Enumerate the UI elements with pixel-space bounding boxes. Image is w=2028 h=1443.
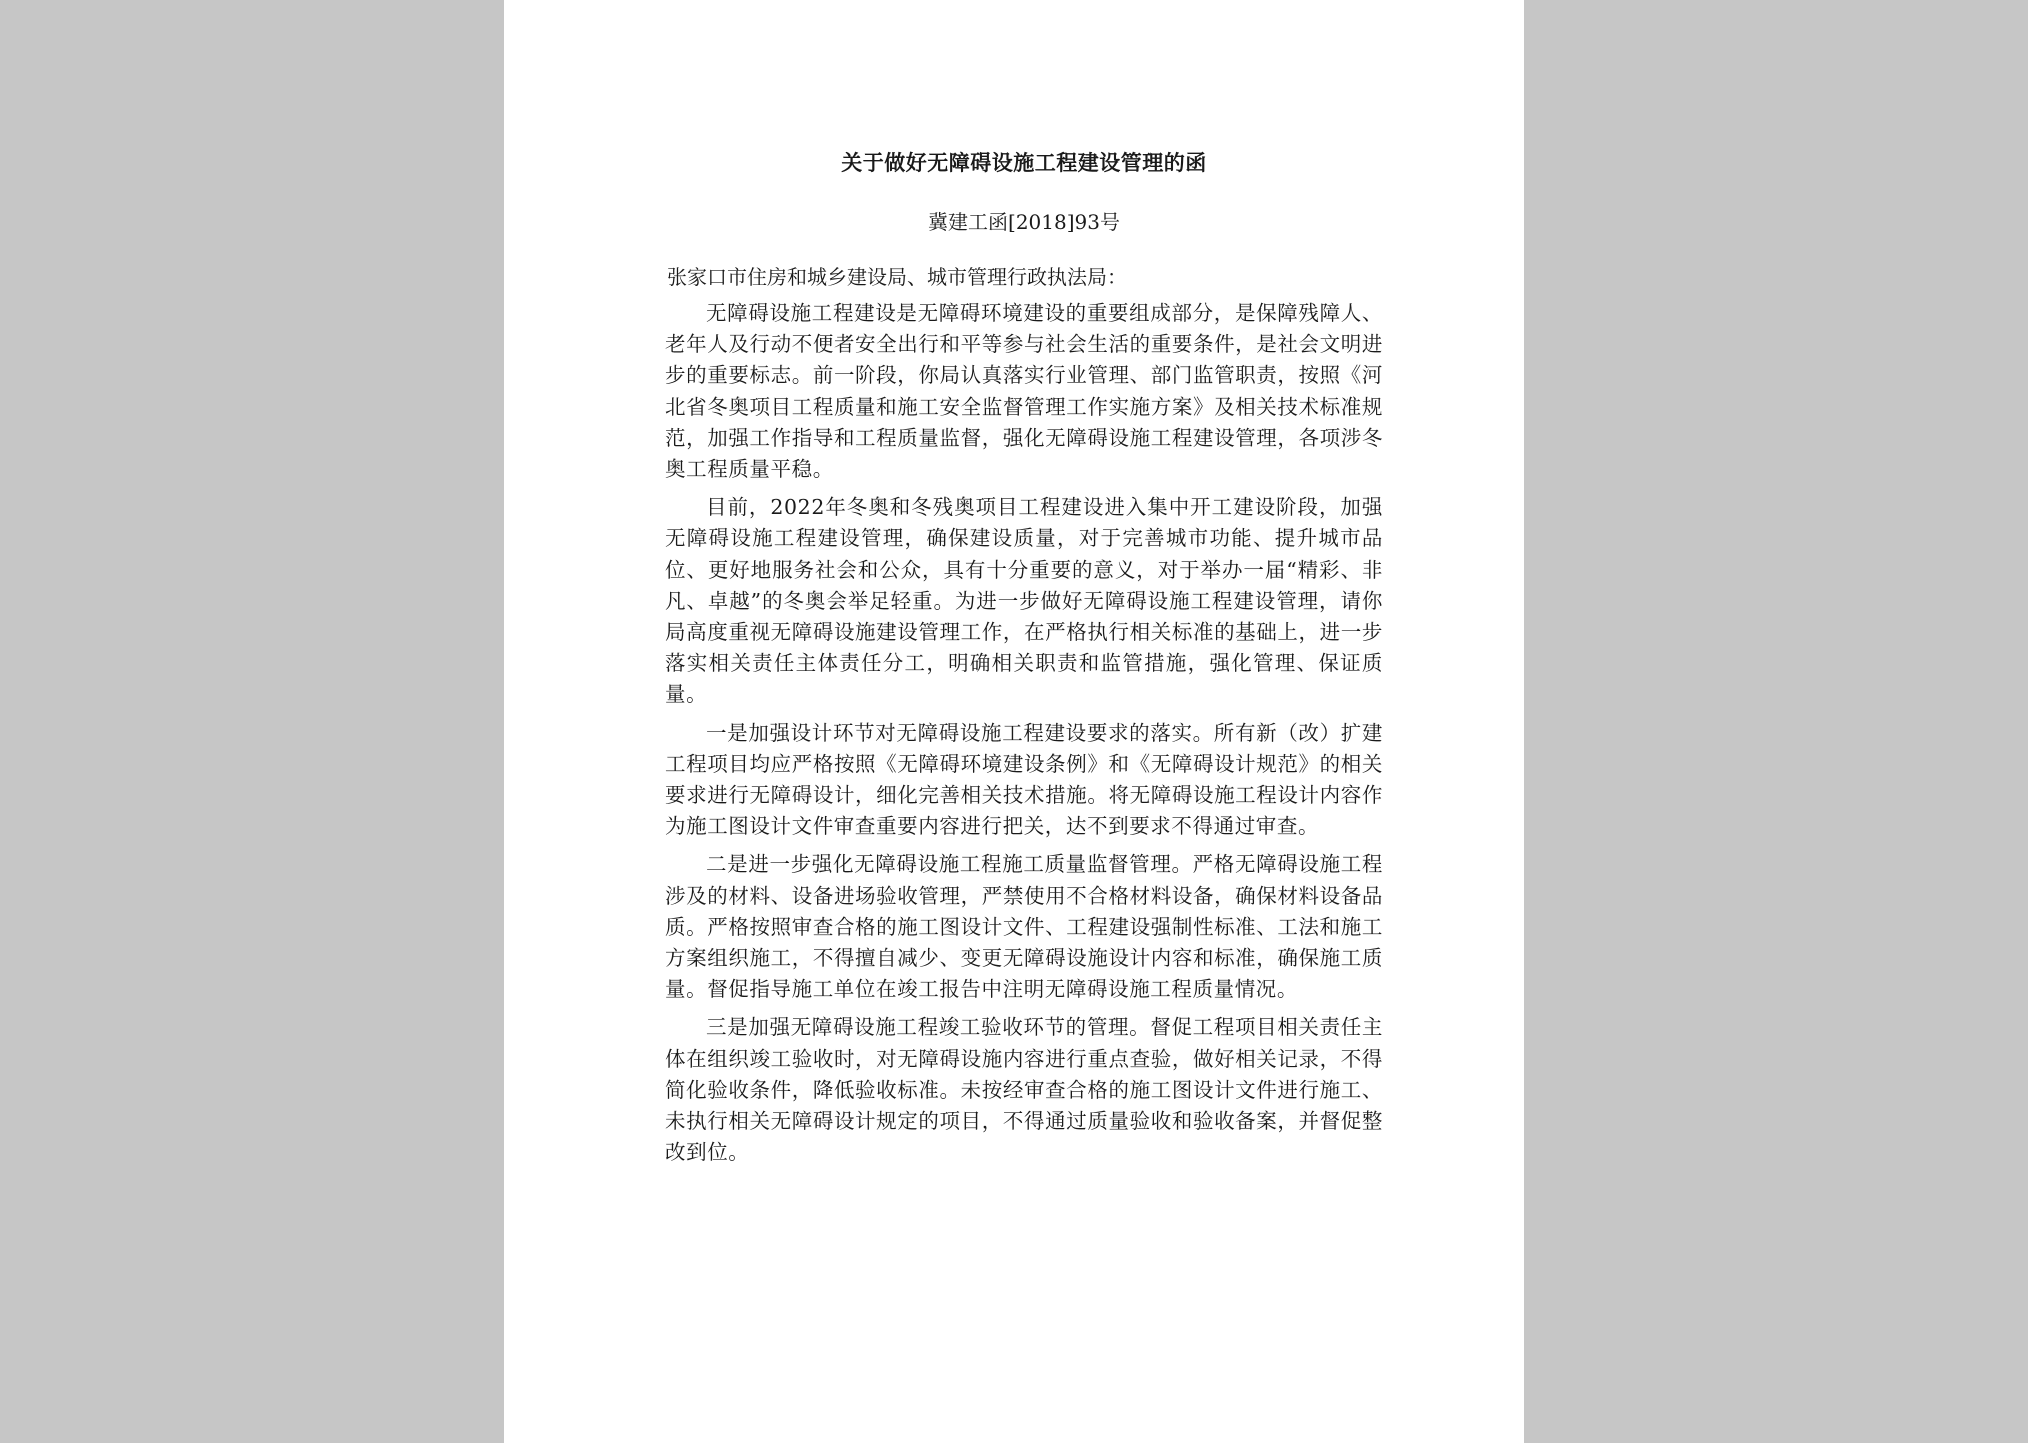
paragraph-intro: 无障碍设施工程建设是无障碍环境建设的重要组成部分，是保障残障人、老年人及行动不便者安全出行和平等参与社会生活的重要条件，是社会文明进步的重要标志。前一阶段，你局认真落实行业管理、部门监管职责，按照《河北省冬奥项目工程质量和施工安全监督管理工作实施方案》及相关技术标准规范，加强工作指导和工程质量监督，强化无障碍设施工程建设管理，各项涉冬奥工程质量平稳。 (665, 301, 1383, 482)
salutation: 张家口市住房和城乡建设局、城市管理行政执法局： (667, 265, 1127, 289)
document-title: 关于做好无障碍设施工程建设管理的函 (841, 150, 1207, 175)
paragraph-current-stage: 目前，2022年冬奥和冬残奥项目工程建设进入集中开工建设阶段，加强无障碍设施工程建设管理，确保建设质量，对于完善城市功能、提升城市品位、更好地服务社会和公众，具有十分重要的意义，对于举办一届“精彩、非凡、卓越”的冬奥会举足轻重。为进一步做好无障碍设施工程建设管理，请你局高度重视无障碍设施建设管理工作，在严格执行相关标准的基础上，进一步落实相关责任主体责任分工，明确相关职责和监管措施，强化管理、保证质量。 (665, 495, 1383, 707)
paragraph-design-requirements: 一是加强设计环节对无障碍设施工程建设要求的落实。所有新（改）扩建工程项目均应严格按照《无障碍环境建设条例》和《无障碍设计规范》的相关要求进行无障碍设计，细化完善相关技术措施。将无障碍设施工程设计内容作为施工图设计文件审查重要内容进行把关，达不到要求不得通过审查。 (665, 720, 1383, 839)
paragraph-construction-supervision: 二是进一步强化无障碍设施工程施工质量监督管理。严格无障碍设施工程涉及的材料、设备进场验收管理，严禁使用不合格材料设备，确保材料设备品质。严格按照审查合格的施工图设计文件、工程建设强制性标准、工法和施工方案组织施工，不得擅自减少、变更无障碍设施设计内容和标准，确保施工质量。督促指导施工单位在竣工报告中注明无障碍设施工程质量情况。 (665, 852, 1383, 1002)
document-number: 冀建工函[2018]93号 (928, 210, 1120, 234)
document-page (504, 0, 1524, 1443)
page-content (665, 146, 1383, 1168)
paragraph-acceptance-management: 三是加强无障碍设施工程竣工验收环节的管理。督促工程项目相关责任主体在组织竣工验收时，对无障碍设施内容进行重点查验，做好相关记录，不得简化验收条件，降低验收标准。未按经审查合格的施工图设计文件进行施工、未执行相关无障碍设计规定的项目，不得通过质量验收和验收备案，并督促整改到位。 (665, 1015, 1383, 1165)
